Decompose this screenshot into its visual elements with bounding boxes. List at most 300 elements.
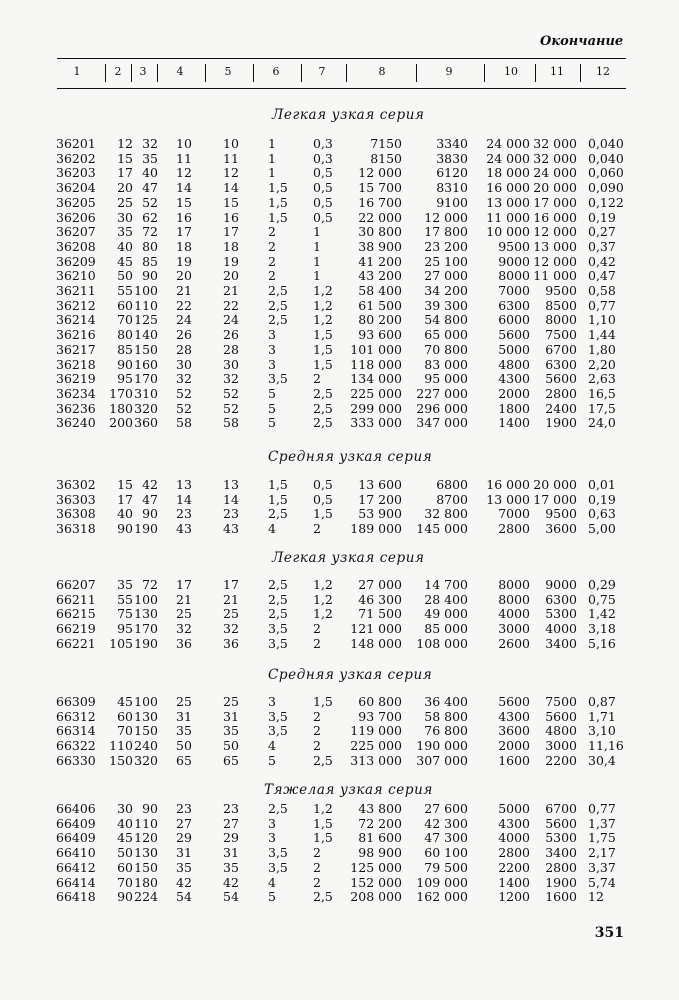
table-cell-col-10: 1800 — [498, 400, 530, 416]
table-cell-col-6: 3,5 — [268, 635, 288, 651]
table-cell-col-11: 5600 — [545, 815, 577, 831]
table-cell-col-5: 43 — [223, 521, 239, 537]
table-cell-col-9: 145 000 — [416, 521, 468, 537]
table-cell-col-6: 1,5 — [268, 209, 288, 225]
table-cell-col-9: 190 000 — [416, 738, 468, 754]
table-cell-col-7: 1,2 — [313, 312, 333, 328]
table-cell-col-7: 1,5 — [313, 694, 333, 709]
table-cell-col-2: 150 — [109, 752, 133, 768]
table-cell-col-7: 1,2 — [313, 297, 333, 313]
table-cell-col-10: 13 000 — [486, 491, 530, 507]
table-cell-col-10: 13 000 — [486, 194, 530, 210]
table-cell-col-1: 66219 — [56, 621, 96, 637]
table-cell-col-11: 5600 — [545, 708, 577, 724]
table-cell-col-9: 8310 — [436, 180, 468, 196]
table-cell-col-7: 1 — [313, 238, 321, 254]
table-cell-col-2: 80 — [117, 327, 133, 343]
table-cell-col-5: 32 — [223, 621, 239, 637]
table-cell-col-4: 12 — [176, 165, 192, 181]
table-cell-col-10: 4300 — [498, 708, 530, 724]
table-cell-col-7: 1,2 — [313, 801, 333, 816]
table-cell-col-12: 0,58 — [588, 283, 616, 298]
table-cell-col-9: 3340 — [436, 136, 468, 151]
table-cell-col-7: 2 — [313, 621, 321, 637]
table-cell-col-2: 40 — [117, 815, 133, 831]
table-cell-col-2: 45 — [117, 830, 133, 846]
table-cell-col-10: 1400 — [498, 874, 530, 890]
table-cell-col-5: 12 — [223, 165, 239, 181]
table-cell-col-6: 4 — [268, 738, 276, 754]
table-cell-col-11: 3400 — [545, 845, 577, 861]
table-cell-col-11: 3400 — [545, 635, 577, 651]
table-cell-col-5: 54 — [223, 889, 239, 905]
table-cell-col-2: 30 — [117, 801, 133, 816]
table-cell-col-3: 130 — [134, 845, 158, 861]
table-cell-col-1: 66322 — [56, 738, 96, 754]
section-title: Легкая узкая серия — [272, 107, 425, 123]
table-cell-col-8: 148 000 — [350, 635, 402, 651]
table-cell-col-5: 22 — [223, 297, 239, 313]
column-separator — [580, 64, 581, 82]
table-cell-col-3: 90 — [142, 506, 158, 522]
table-cell-col-3: 150 — [134, 341, 158, 357]
table-cell-col-2: 90 — [117, 889, 133, 905]
table-cell-col-9: 70 800 — [424, 341, 468, 357]
table-cell-col-11: 2800 — [545, 385, 577, 401]
section-title: Средняя узкая серия — [268, 449, 433, 465]
table-cell-col-4: 14 — [176, 180, 192, 196]
table-cell-col-8: 118 000 — [350, 356, 402, 372]
table-cell-col-12: 2,17 — [588, 845, 616, 861]
column-separator — [416, 64, 417, 82]
table-cell-col-12: 0,01 — [588, 477, 616, 492]
table-cell-col-7: 1,2 — [313, 606, 333, 622]
table-cell-col-3: 224 — [134, 889, 158, 905]
table-cell-col-7: 2,5 — [313, 415, 333, 431]
table-cell-col-11: 13 000 — [533, 238, 577, 254]
table-cell-col-4: 20 — [176, 268, 192, 284]
table-cell-col-1: 36216 — [56, 327, 96, 343]
table-cell-col-1: 66207 — [56, 577, 96, 592]
table-cell-col-2: 110 — [109, 738, 133, 754]
table-cell-col-4: 10 — [176, 136, 192, 151]
table-cell-col-6: 3,5 — [268, 845, 288, 861]
table-cell-col-7: 1,2 — [313, 283, 333, 298]
table-cell-col-4: 15 — [176, 194, 192, 210]
table-cell-col-1: 66211 — [56, 591, 96, 607]
table-cell-col-4: 17 — [176, 224, 192, 240]
table-cell-col-4: 43 — [176, 521, 192, 537]
table-cell-col-9: 83 000 — [424, 356, 468, 372]
table-cell-col-1: 36302 — [56, 477, 96, 492]
table-cell-col-10: 24 000 — [486, 136, 530, 151]
table-cell-col-11: 2400 — [545, 400, 577, 416]
table-cell-col-12: 24,0 — [588, 415, 616, 431]
table-cell-col-5: 11 — [223, 150, 239, 166]
table-cell-col-5: 31 — [223, 845, 239, 861]
table-cell-col-12: 1,80 — [588, 341, 616, 357]
table-cell-col-11: 32 000 — [533, 136, 577, 151]
table-cell-col-9: 162 000 — [416, 889, 468, 905]
table-cell-col-5: 18 — [223, 238, 239, 254]
table-cell-col-4: 35 — [176, 723, 192, 739]
table-cell-col-11: 17 000 — [533, 491, 577, 507]
table-cell-col-12: 0,27 — [588, 224, 616, 240]
table-cell-col-9: 36 400 — [424, 694, 468, 709]
table-cell-col-7: 0,5 — [313, 477, 333, 492]
table-cell-col-2: 45 — [117, 253, 133, 269]
table-cell-col-3: 80 — [142, 238, 158, 254]
table-cell-col-8: 43 800 — [358, 801, 402, 816]
table-cell-col-2: 50 — [117, 845, 133, 861]
table-cell-col-3: 130 — [134, 606, 158, 622]
table-cell-col-3: 32 — [142, 136, 158, 151]
table-cell-col-10: 24 000 — [486, 150, 530, 166]
table-cell-col-6: 3,5 — [268, 621, 288, 637]
table-cell-col-8: 93 700 — [358, 708, 402, 724]
table-cell-col-8: 333 000 — [350, 415, 402, 431]
table-cell-col-9: 47 300 — [424, 830, 468, 846]
table-cell-col-5: 36 — [223, 635, 239, 651]
table-cell-col-1: 36217 — [56, 341, 96, 357]
table-cell-col-2: 17 — [117, 491, 133, 507]
table-cell-col-4: 31 — [176, 845, 192, 861]
table-cell-col-4: 21 — [176, 283, 192, 298]
table-cell-col-10: 4000 — [498, 606, 530, 622]
table-cell-col-6: 2,5 — [268, 801, 288, 816]
table-cell-col-9: 58 800 — [424, 708, 468, 724]
table-cell-col-6: 4 — [268, 521, 276, 537]
table-cell-col-11: 20 000 — [533, 477, 577, 492]
table-cell-col-6: 2 — [268, 238, 276, 254]
table-cell-col-1: 36201 — [56, 136, 96, 151]
table-cell-col-7: 0,5 — [313, 180, 333, 196]
table-cell-col-6: 2,5 — [268, 283, 288, 298]
table-cell-col-12: 0,090 — [588, 180, 624, 196]
table-cell-col-7: 0,5 — [313, 194, 333, 210]
table-cell-col-11: 6700 — [545, 801, 577, 816]
table-cell-col-12: 0,47 — [588, 268, 616, 284]
table-cell-col-3: 360 — [134, 415, 158, 431]
table-cell-col-6: 2 — [268, 268, 276, 284]
table-cell-col-6: 3 — [268, 815, 276, 831]
column-separator — [205, 64, 206, 82]
table-cell-col-10: 10 000 — [486, 224, 530, 240]
table-cell-col-1: 66409 — [56, 830, 96, 846]
table-cell-col-1: 36236 — [56, 400, 96, 416]
table-cell-col-5: 26 — [223, 327, 239, 343]
table-cell-col-5: 65 — [223, 752, 239, 768]
table-cell-col-4: 23 — [176, 506, 192, 522]
table-cell-col-5: 20 — [223, 268, 239, 284]
table-cell-col-4: 52 — [176, 400, 192, 416]
table-cell-col-1: 36209 — [56, 253, 96, 269]
table-cell-col-2: 85 — [117, 341, 133, 357]
table-cell-col-7: 1 — [313, 268, 321, 284]
table-cell-col-1: 66314 — [56, 723, 96, 739]
table-cell-col-2: 95 — [117, 371, 133, 387]
table-cell-col-7: 2,5 — [313, 752, 333, 768]
table-cell-col-7: 1,5 — [313, 356, 333, 372]
table-cell-col-4: 42 — [176, 874, 192, 890]
table-cell-col-12: 0,42 — [588, 253, 616, 269]
table-cell-col-3: 110 — [134, 815, 158, 831]
table-cell-col-1: 66330 — [56, 752, 96, 768]
table-cell-col-8: 7150 — [370, 136, 402, 151]
table-cell-col-10: 6000 — [498, 312, 530, 328]
table-cell-col-9: 6800 — [436, 477, 468, 492]
table-cell-col-1: 66410 — [56, 845, 96, 861]
table-cell-col-5: 52 — [223, 385, 239, 401]
table-cell-col-10: 4000 — [498, 830, 530, 846]
table-cell-col-2: 95 — [117, 621, 133, 637]
table-cell-col-5: 42 — [223, 874, 239, 890]
table-cell-col-5: 32 — [223, 371, 239, 387]
table-cell-col-10: 2200 — [498, 859, 530, 875]
table-cell-col-11: 12 000 — [533, 253, 577, 269]
table-cell-col-5: 25 — [223, 694, 239, 709]
table-cell-col-12: 0,63 — [588, 506, 616, 522]
table-cell-col-4: 32 — [176, 621, 192, 637]
table-cell-col-6: 1,5 — [268, 180, 288, 196]
table-cell-col-8: 60 800 — [358, 694, 402, 709]
table-cell-col-3: 190 — [134, 521, 158, 537]
table-cell-col-11: 17 000 — [533, 194, 577, 210]
table-cell-col-1: 36205 — [56, 194, 96, 210]
table-cell-col-3: 100 — [134, 283, 158, 298]
table-cell-col-9: 34 200 — [424, 283, 468, 298]
table-cell-col-11: 24 000 — [533, 165, 577, 181]
table-cell-col-6: 2,5 — [268, 312, 288, 328]
table-cell-col-4: 23 — [176, 801, 192, 816]
table-cell-col-10: 11 000 — [486, 209, 530, 225]
table-cell-col-7: 1 — [313, 253, 321, 269]
table-cell-col-7: 2 — [313, 859, 321, 875]
table-cell-col-5: 29 — [223, 830, 239, 846]
table-cell-col-7: 2,5 — [313, 385, 333, 401]
table-cell-col-2: 90 — [117, 356, 133, 372]
table-cell-col-11: 6700 — [545, 341, 577, 357]
table-cell-col-1: 36240 — [56, 415, 96, 431]
table-cell-col-12: 12 — [588, 889, 604, 905]
table-cell-col-9: 296 000 — [416, 400, 468, 416]
table-cell-col-7: 0,3 — [313, 150, 333, 166]
table-cell-col-9: 3830 — [436, 150, 468, 166]
table-cell-col-7: 1,5 — [313, 341, 333, 357]
table-cell-col-9: 60 100 — [424, 845, 468, 861]
table-cell-col-3: 52 — [142, 194, 158, 210]
table-cell-col-12: 0,77 — [588, 801, 616, 816]
table-cell-col-1: 36212 — [56, 297, 96, 313]
table-cell-col-10: 2000 — [498, 385, 530, 401]
table-cell-col-8: 72 200 — [358, 815, 402, 831]
table-cell-col-12: 0,19 — [588, 209, 616, 225]
table-cell-col-3: 320 — [134, 400, 158, 416]
table-cell-col-11: 1900 — [545, 415, 577, 431]
table-cell-col-7: 1,5 — [313, 815, 333, 831]
table-cell-col-2: 15 — [117, 150, 133, 166]
table-cell-col-8: 299 000 — [350, 400, 402, 416]
table-cell-col-8: 8150 — [370, 150, 402, 166]
column-header-6: 6 — [272, 65, 280, 78]
table-cell-col-4: 35 — [176, 859, 192, 875]
table-cell-col-9: 32 800 — [424, 506, 468, 522]
table-cell-col-11: 2200 — [545, 752, 577, 768]
table-cell-col-1: 36303 — [56, 491, 96, 507]
table-cell-col-9: 347 000 — [416, 415, 468, 431]
table-cell-col-1: 66221 — [56, 635, 96, 651]
table-cell-col-6: 2 — [268, 224, 276, 240]
table-cell-col-1: 36308 — [56, 506, 96, 522]
table-cell-col-2: 105 — [109, 635, 133, 651]
table-cell-col-10: 4300 — [498, 371, 530, 387]
table-cell-col-12: 17,5 — [588, 400, 616, 416]
table-cell-col-11: 9500 — [545, 506, 577, 522]
table-cell-col-12: 0,77 — [588, 297, 616, 313]
table-cell-col-12: 5,16 — [588, 635, 616, 651]
table-cell-col-11: 6300 — [545, 356, 577, 372]
table-cell-col-9: 27 600 — [424, 801, 468, 816]
table-cell-col-5: 30 — [223, 356, 239, 372]
table-cell-col-2: 12 — [117, 136, 133, 151]
table-cell-col-8: 208 000 — [350, 889, 402, 905]
table-cell-col-1: 36210 — [56, 268, 96, 284]
table-cell-col-3: 47 — [142, 491, 158, 507]
table-cell-col-8: 22 000 — [358, 209, 402, 225]
table-cell-col-12: 5,00 — [588, 521, 616, 537]
table-cell-col-4: 24 — [176, 312, 192, 328]
table-cell-col-11: 3600 — [545, 521, 577, 537]
table-cell-col-8: 152 000 — [350, 874, 402, 890]
column-header-11: 11 — [550, 65, 564, 78]
table-cell-col-6: 3 — [268, 327, 276, 343]
table-cell-col-4: 65 — [176, 752, 192, 768]
table-cell-col-3: 85 — [142, 253, 158, 269]
column-separator — [484, 64, 485, 82]
table-cell-col-6: 3,5 — [268, 371, 288, 387]
table-cell-col-6: 1 — [268, 150, 276, 166]
table-cell-col-4: 25 — [176, 606, 192, 622]
table-cell-col-1: 36234 — [56, 385, 96, 401]
table-cell-col-11: 12 000 — [533, 224, 577, 240]
table-cell-col-2: 40 — [117, 506, 133, 522]
table-cell-col-2: 70 — [117, 312, 133, 328]
table-cell-col-6: 5 — [268, 752, 276, 768]
table-cell-col-2: 90 — [117, 521, 133, 537]
table-cell-col-2: 35 — [117, 224, 133, 240]
table-cell-col-8: 30 800 — [358, 224, 402, 240]
table-cell-col-7: 1,5 — [313, 327, 333, 343]
table-cell-col-11: 3000 — [545, 738, 577, 754]
table-cell-col-3: 90 — [142, 268, 158, 284]
table-cell-col-8: 16 700 — [358, 194, 402, 210]
table-cell-col-8: 41 200 — [358, 253, 402, 269]
table-cell-col-12: 1,71 — [588, 708, 616, 724]
table-cell-col-8: 80 200 — [358, 312, 402, 328]
table-cell-col-5: 27 — [223, 815, 239, 831]
table-cell-col-8: 27 000 — [358, 577, 402, 592]
table-cell-col-10: 3600 — [498, 723, 530, 739]
table-cell-col-11: 9000 — [545, 577, 577, 592]
table-cell-col-4: 52 — [176, 385, 192, 401]
table-cell-col-8: 93 600 — [358, 327, 402, 343]
table-cell-col-5: 24 — [223, 312, 239, 328]
table-cell-col-5: 16 — [223, 209, 239, 225]
table-cell-col-6: 1,5 — [268, 491, 288, 507]
table-cell-col-7: 2 — [313, 845, 321, 861]
table-cell-col-2: 20 — [117, 180, 133, 196]
table-cell-col-2: 70 — [117, 874, 133, 890]
table-cell-col-4: 21 — [176, 591, 192, 607]
table-cell-col-10: 4800 — [498, 356, 530, 372]
table-cell-col-8: 61 500 — [358, 297, 402, 313]
table-cell-col-8: 71 500 — [358, 606, 402, 622]
table-cell-col-5: 10 — [223, 136, 239, 151]
table-cell-col-2: 60 — [117, 297, 133, 313]
table-cell-col-5: 15 — [223, 194, 239, 210]
table-cell-col-6: 3,5 — [268, 859, 288, 875]
table-cell-col-3: 125 — [134, 312, 158, 328]
table-cell-col-3: 240 — [134, 738, 158, 754]
section-title: Легкая узкая серия — [272, 550, 425, 566]
table-cell-col-10: 9000 — [498, 253, 530, 269]
table-cell-col-3: 42 — [142, 477, 158, 492]
table-cell-col-8: 225 000 — [350, 738, 402, 754]
table-cell-col-12: 11,16 — [588, 738, 624, 754]
table-cell-col-4: 26 — [176, 327, 192, 343]
table-cell-col-6: 2,5 — [268, 577, 288, 592]
table-cell-col-4: 18 — [176, 238, 192, 254]
table-cell-col-11: 8500 — [545, 297, 577, 313]
table-cell-col-9: 17 800 — [424, 224, 468, 240]
table-cell-col-12: 0,29 — [588, 577, 616, 592]
table-cell-col-12: 2,20 — [588, 356, 616, 372]
table-cell-col-11: 5600 — [545, 371, 577, 387]
column-separator — [253, 64, 254, 82]
table-cell-col-7: 0,5 — [313, 165, 333, 181]
table-cell-col-4: 29 — [176, 830, 192, 846]
table-cell-col-3: 72 — [142, 577, 158, 592]
table-cell-col-6: 3 — [268, 341, 276, 357]
table-cell-col-11: 32 000 — [533, 150, 577, 166]
table-cell-col-1: 36203 — [56, 165, 96, 181]
table-cell-col-8: 13 600 — [358, 477, 402, 492]
table-cell-col-6: 2,5 — [268, 591, 288, 607]
table-cell-col-9: 307 000 — [416, 752, 468, 768]
table-cell-col-11: 4800 — [545, 723, 577, 739]
table-cell-col-11: 5300 — [545, 606, 577, 622]
table-cell-col-12: 1,37 — [588, 815, 616, 831]
table-cell-col-9: 54 800 — [424, 312, 468, 328]
table-cell-col-12: 0,87 — [588, 694, 616, 709]
table-cell-col-7: 2 — [313, 708, 321, 724]
table-cell-col-7: 2 — [313, 635, 321, 651]
table-cell-col-8: 58 400 — [358, 283, 402, 298]
table-cell-col-9: 23 200 — [424, 238, 468, 254]
table-cell-col-5: 23 — [223, 801, 239, 816]
table-cell-col-4: 17 — [176, 577, 192, 592]
column-separator — [105, 64, 106, 82]
table-cell-col-4: 28 — [176, 341, 192, 357]
table-cell-col-12: 2,63 — [588, 371, 616, 387]
table-cell-col-9: 79 500 — [424, 859, 468, 875]
table-cell-col-5: 52 — [223, 400, 239, 416]
header-top-rule — [57, 58, 626, 59]
table-cell-col-11: 11 000 — [533, 268, 577, 284]
table-cell-col-2: 60 — [117, 859, 133, 875]
column-separator — [131, 64, 132, 82]
table-cell-col-1: 66312 — [56, 708, 96, 724]
